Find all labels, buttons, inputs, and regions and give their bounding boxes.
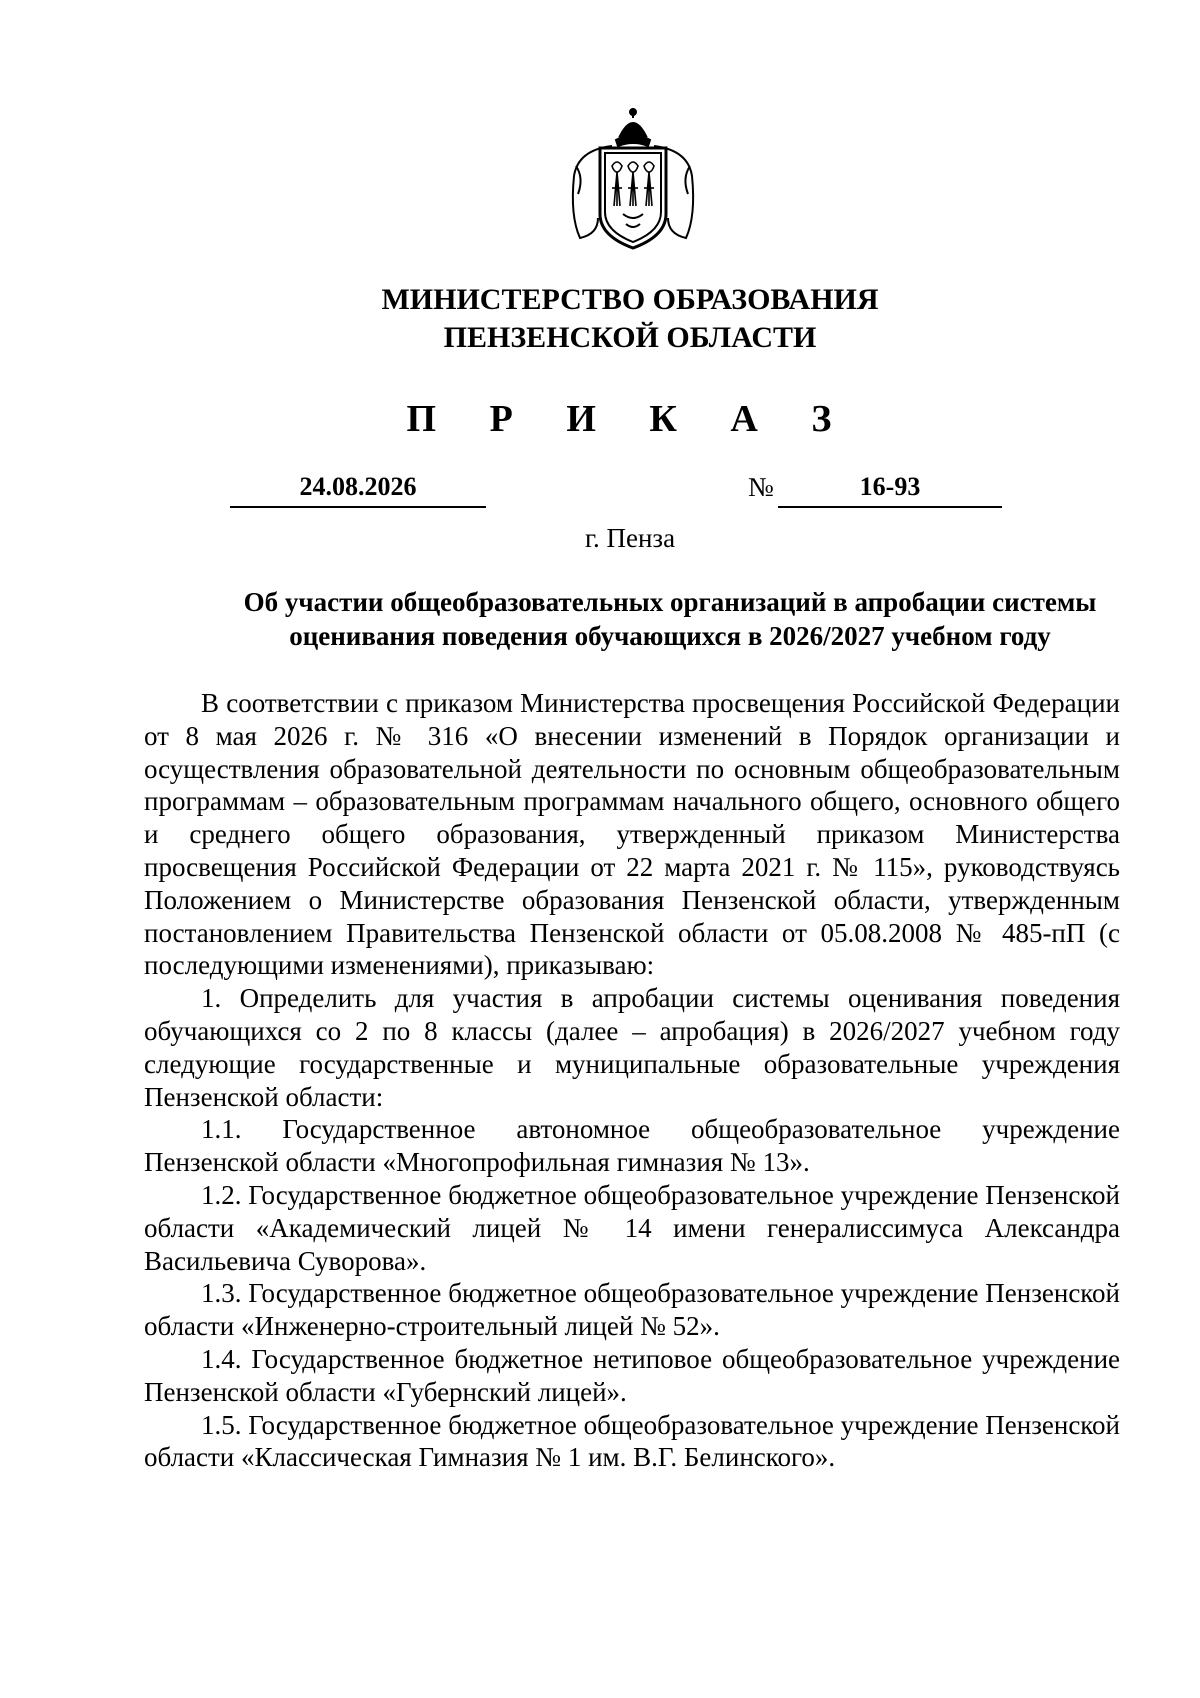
order-body	[144, 687, 1120, 1474]
document-type-heading: П Р И К А З	[406, 398, 854, 440]
order-subject-heading: Об участии общеобразовательных организаций в апробации системы оценивания поведения обучающихся в 2026/2027 учебном году	[243, 587, 1097, 651]
ministry-name-line1: МИНИСТЕРСТВО ОБРАЗОВАНИЯ	[381, 283, 879, 316]
ministry-name-line2: ПЕНЗЕНСКОЙ ОБЛАСТИ	[443, 321, 817, 354]
coat-of-arms-emblem	[568, 106, 698, 258]
clause-1-5-paragraph: 1.5. Государственное бюджетное общеобразовательное учреждение Пензенской области «Классическая Гимназия № 1 им. В.Г. Белинского».	[144, 1409, 1120, 1473]
number-sign: №	[748, 472, 774, 502]
clause-1-1-paragraph: 1.1. Государственное автономное общеобразовательное учреждение Пензенской области «Многопрофильная гимназия № 13».	[144, 1114, 1120, 1178]
clause-1-4-paragraph: 1.4. Государственное бюджетное нетиповое общеобразовательное учреждение Пензенской области «Губернский лицей».	[144, 1343, 1120, 1407]
preamble-paragraph: В соответствии с приказом Министерства просвещения Российской Федерации от 8 мая 2026 г. № 316 «О внесении изменений в Порядок организации и осуществления образовательной деятельности по основным общеобразовательным программам – образовательным программам начального общего, основного общего и среднего общего образования, утвержденный приказом Министерства просвещения Российской Федерации от 22 марта 2021 г. № 115», руководствуясь Положением о Министерстве образования Пензенской области, утвержденным постановлением Правительства Пензенской области от 05.08.2008 № 485-пП (с последующими изменениями), приказываю:	[144, 688, 1120, 981]
clause-1-3-paragraph: 1.3. Государственное бюджетное общеобразовательное учреждение Пензенской области «Инженерно-строительный лицей № 52».	[144, 1278, 1120, 1342]
issue-city: г. Пенза	[584, 523, 676, 553]
order-number: 16-93	[778, 470, 1002, 508]
clause-1-paragraph: 1. Определить для участия в апробации системы оценивания поведения обучающихся со 2 по 8 классы (далее – апробация) в 2026/2027 учебном году следующие государственные и муниципальные образовательные учреждения Пензенской области:	[144, 983, 1120, 1112]
clause-1-2-paragraph: 1.2. Государственное бюджетное общеобразовательное учреждение Пензенской области «Академический лицей № 14 имени генералиссимуса Александра Васильевича Суворова».	[144, 1179, 1120, 1276]
order-date: 24.08.2026	[230, 470, 486, 508]
